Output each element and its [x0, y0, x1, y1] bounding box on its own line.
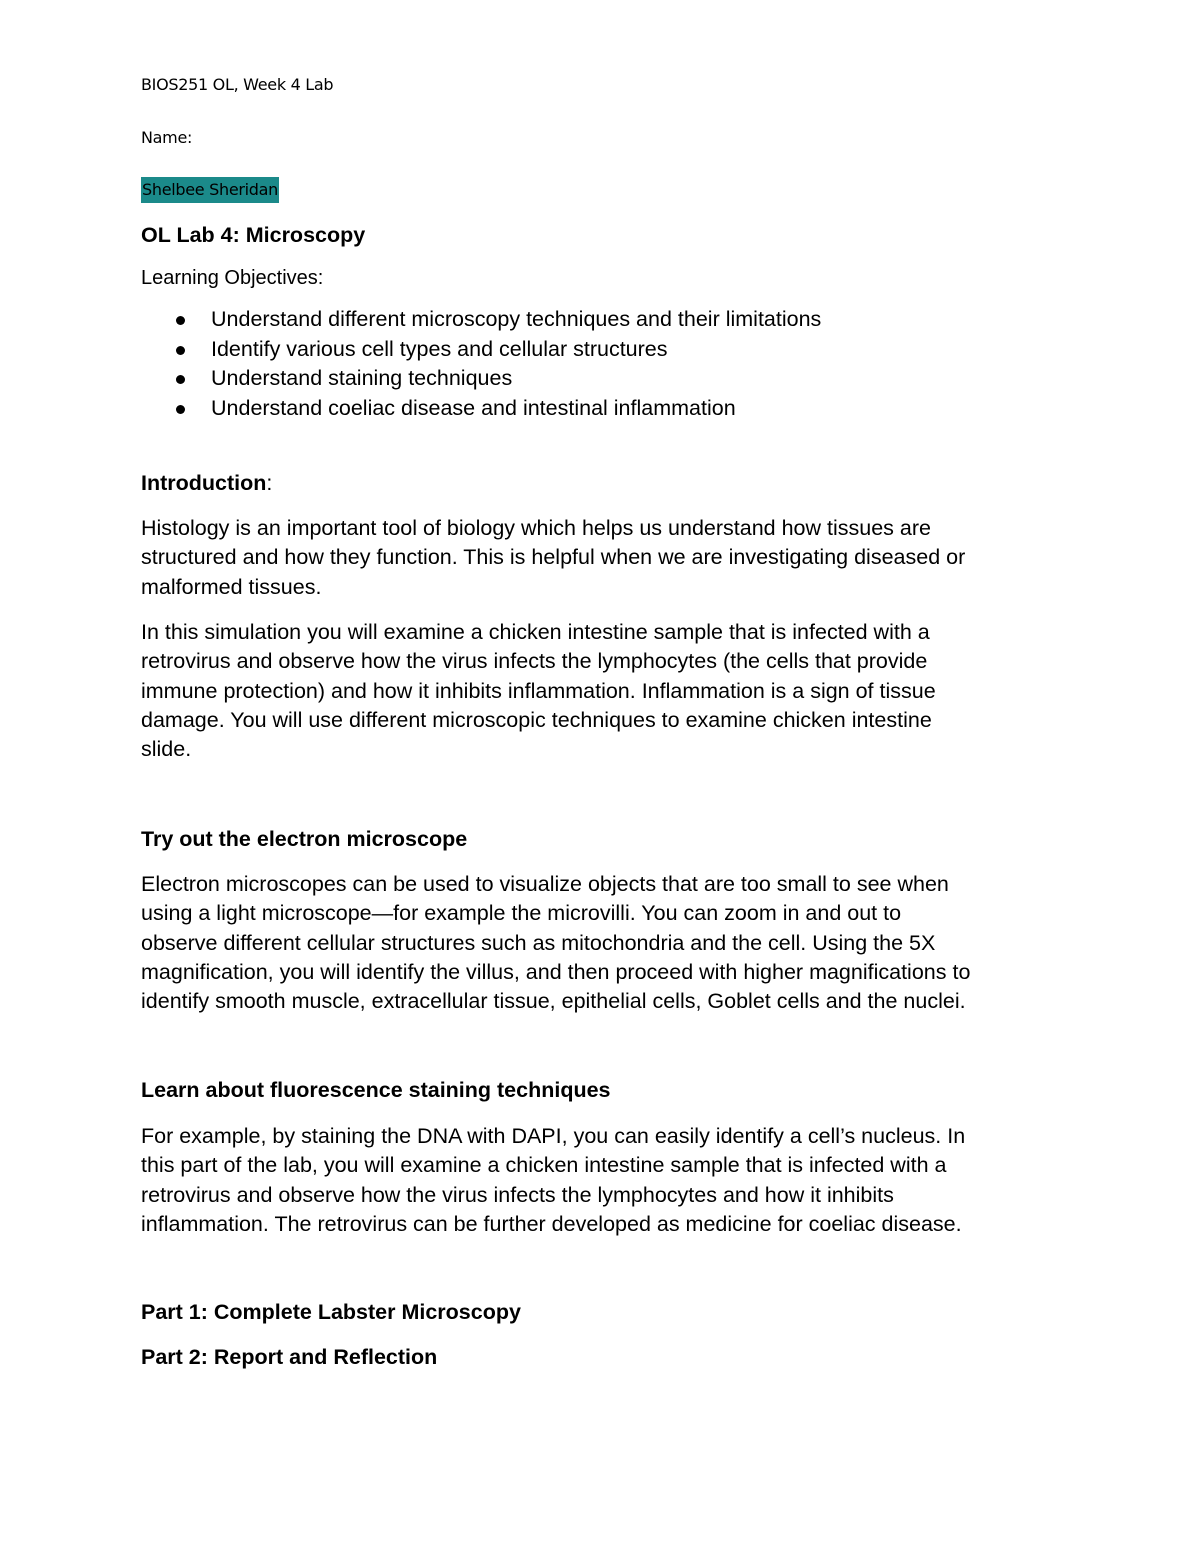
paragraph-line: In this simulation you will examine a chicken intestine sample that is infected with a [141, 620, 930, 644]
electron-paragraph [141, 870, 1061, 1016]
paragraph-line: inflammation. The retrovirus can be further developed as medicine for coeliac disease. [141, 1211, 962, 1236]
paragraph-line: Histology is an important tool of biology which helps us understand how tissues are [141, 516, 931, 540]
paragraph-line: this part of the lab, you will examine a chicken intestine sample that is infected with a [141, 1153, 947, 1178]
part2-heading: Part 2: Report and Reflection [141, 1345, 438, 1369]
objective-text: Understand coeliac disease and intestinal inflammation [211, 395, 736, 420]
objectives-list [141, 305, 821, 423]
objective-item [141, 305, 821, 335]
introduction-paragraph-2 [141, 618, 1061, 764]
bullet-icon [176, 405, 185, 414]
paragraph-line: retrovirus and observe how the virus infects the lymphocytes and how it inhibits [141, 1182, 894, 1207]
introduction-heading-text: Introduction [141, 471, 267, 495]
objectives-label: Learning Objectives: [141, 267, 324, 289]
bullet-icon [176, 375, 185, 384]
paragraph-line: Electron microscopes can be used to visualize objects that are too small to see when [141, 872, 949, 896]
course-header: BIOS251 OL, Week 4 Lab [141, 75, 334, 94]
objective-item [141, 364, 821, 394]
objective-item [141, 335, 821, 365]
objective-text: Understand different microscopy techniques and their limitations [211, 307, 822, 331]
paragraph-line: retrovirus and observe how the virus infects the lymphocytes (the cells that provide [141, 649, 928, 674]
name-label: Name: [141, 128, 193, 147]
paragraph-line: slide. [141, 737, 192, 762]
bullet-icon [176, 346, 185, 355]
electron-heading: Try out the electron microscope [141, 827, 468, 851]
bullet-icon [176, 316, 185, 325]
introduction-paragraph-1 [141, 514, 1061, 602]
student-name-line [141, 182, 279, 198]
paragraph-line: damage. You will use different microscopic techniques to examine chicken intestine [141, 707, 932, 732]
paragraph-line: immune protection) and how it inhibits inflammation. Inflammation is a sign of tissue [141, 678, 936, 703]
paragraph-line: using a light microscope—for example the microvilli. You can zoom in and out to [141, 901, 902, 926]
objective-text: Understand staining techniques [211, 366, 513, 391]
introduction-heading [141, 473, 272, 495]
paragraph-line: magnification, you will identify the villus, and then proceed with higher magnifications to [141, 959, 971, 984]
paragraph-line: For example, by staining the DNA with DAPI, you can easily identify a cell’s nucleus. In [141, 1124, 966, 1148]
paragraph-line: structured and how they function. This is helpful when we are investigating diseased or [141, 545, 966, 570]
objective-text: Identify various cell types and cellular structures [211, 336, 668, 361]
fluorescence-paragraph [141, 1122, 1061, 1239]
paragraph-line: identify smooth muscle, extracellular tissue, epithelial cells, Goblet cells and the nuclei. [141, 989, 966, 1014]
document-title: OL Lab 4: Microscopy [141, 223, 366, 247]
paragraph-line: observe different cellular structures such as mitochondria and the cell. Using the 5X [141, 930, 936, 955]
fluorescence-heading: Learn about fluorescence staining techniques [141, 1078, 611, 1102]
student-name-highlight: Shelbee Sheridan [141, 177, 279, 203]
introduction-heading-colon: : [266, 471, 273, 495]
objective-item [141, 394, 821, 424]
paragraph-line: malformed tissues. [141, 574, 322, 599]
part1-heading: Part 1: Complete Labster Microscopy [141, 1300, 521, 1324]
